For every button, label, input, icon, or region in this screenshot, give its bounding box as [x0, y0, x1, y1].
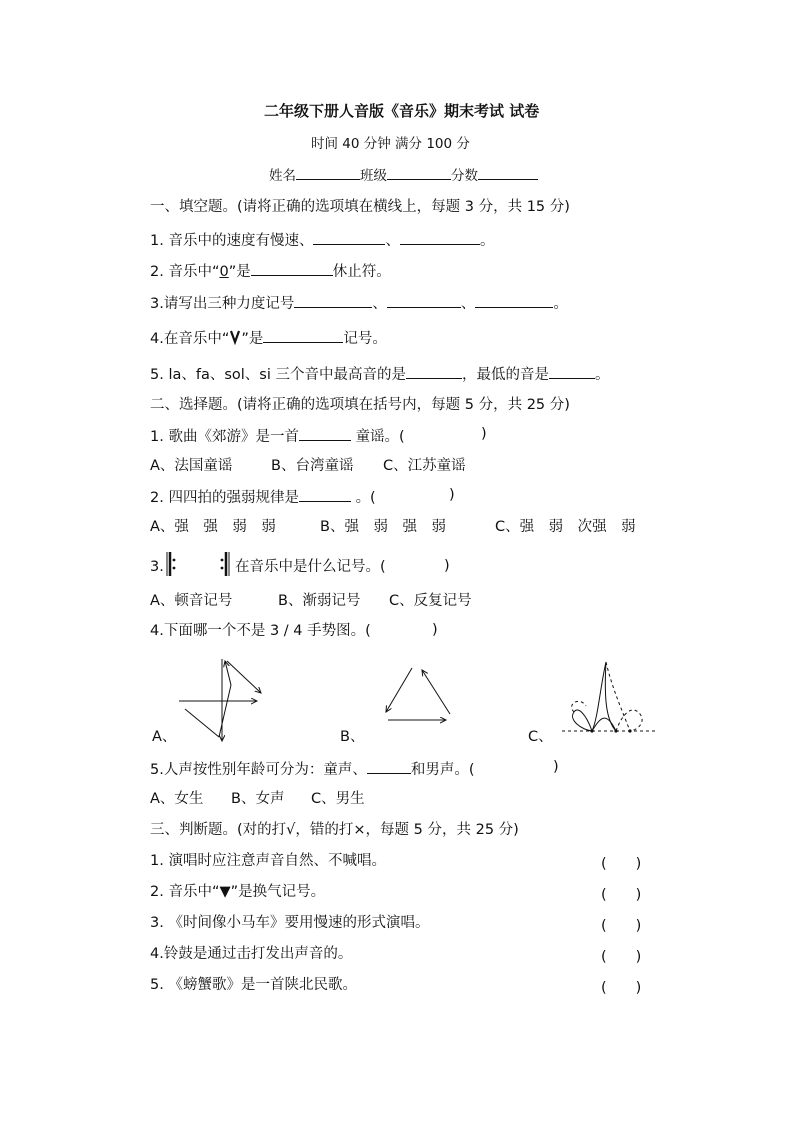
judge-answer-4[interactable]: ( ): [601, 949, 642, 965]
answer-paren-close: ): [432, 622, 438, 638]
choice-question-1: 1. 歌曲《郊游》是一首 童谣。(: [150, 426, 405, 446]
class-label: 班级: [360, 168, 387, 184]
judge-answer-2[interactable]: ( ): [601, 887, 642, 903]
answer-blank[interactable]: [294, 293, 372, 308]
judge-answer-1[interactable]: ( ): [601, 856, 642, 872]
score-label: 分数: [451, 168, 478, 184]
conducting-diagram-a[interactable]: [175, 655, 270, 745]
choice-question-2: 2. 四四拍的强弱规律是 。(: [150, 487, 376, 507]
conducting-diagram-c[interactable]: [560, 658, 660, 736]
answer-blank[interactable]: [406, 364, 462, 379]
fill-question-4: 4.在音乐中“ ”是 记号。: [150, 328, 387, 348]
section1-heading: 一、填空题。(请将正确的选项填在横线上，每题 3 分，共 15 分): [150, 199, 570, 215]
q4-option-c-label[interactable]: C、: [528, 729, 553, 745]
page-title: 二年级下册人音版《音乐》期末考试 试卷: [264, 102, 540, 120]
judge-item-5: 5. 《螃蟹歌》是一首陕北民歌。: [150, 977, 357, 993]
section2-heading: 二、选择题。(请将正确的选项填在括号内，每题 5 分，共 25 分): [150, 397, 570, 413]
judge-item-2: 2. 音乐中“▼”是换气记号。: [150, 884, 326, 900]
answer-blank[interactable]: [299, 487, 351, 502]
choice-question-3-text: 在音乐中是什么记号。(: [235, 559, 386, 575]
answer-paren-close: ): [449, 487, 455, 503]
q4-option-a-label[interactable]: A、: [152, 729, 177, 745]
fill-question-1: 1. 音乐中的速度有慢速、 、 。: [150, 230, 494, 250]
choice-question-5: 5.人声按性别年龄可分为：童声、 和男声。(: [150, 759, 475, 779]
judge-answer-3[interactable]: ( ): [601, 918, 642, 934]
answer-blank[interactable]: [251, 261, 333, 276]
judge-item-1: 1. 演唱时应注意声音自然、不喊唱。: [150, 853, 386, 869]
q5-option-a[interactable]: A、女生: [150, 791, 204, 807]
fill-question-2: 2. 音乐中“0”是 休止符。: [150, 261, 391, 281]
rest-symbol: 0: [219, 264, 229, 280]
q5-option-c[interactable]: C、男生: [311, 791, 365, 807]
fill-question-3: 3.请写出三种力度记号 、 、 。: [150, 293, 568, 313]
answer-paren-close: ): [481, 426, 487, 442]
answer-blank[interactable]: [313, 230, 385, 245]
section3-heading: 三、判断题。(对的打√，错的打×，每题 5 分，共 25 分): [150, 822, 519, 838]
answer-blank[interactable]: [549, 364, 595, 379]
judge-item-3: 3. 《时间像小马车》要用慢速的形式演唱。: [150, 915, 430, 931]
answer-paren-close: ): [444, 558, 450, 574]
answer-blank[interactable]: [475, 293, 553, 308]
q4-option-b-label[interactable]: B、: [340, 729, 365, 745]
answer-blank[interactable]: [299, 426, 351, 441]
name-blank[interactable]: [296, 165, 360, 180]
fill-question-5: 5. la、fa、sol、si 三个音中最高音的是 ，最低的音是 。: [150, 364, 610, 384]
q3-option-c[interactable]: C、反复记号: [389, 593, 472, 609]
name-label: 姓名: [269, 168, 296, 184]
q2-option-a[interactable]: A、强 强 弱 弱: [150, 519, 276, 535]
q2-option-c[interactable]: C、强 弱 次强 弱: [495, 519, 636, 535]
q1-option-b[interactable]: B、台湾童谣: [271, 458, 354, 474]
choice-question-3-number: 3.: [150, 559, 164, 575]
answer-blank[interactable]: [400, 230, 480, 245]
score-blank[interactable]: [478, 165, 538, 180]
accent-v-icon: [229, 330, 241, 344]
answer-blank[interactable]: [263, 328, 343, 343]
choice-question-4: 4.下面哪一个不是 3 / 4 手势图。(: [150, 623, 371, 639]
q1-option-c[interactable]: C、江苏童谣: [383, 458, 466, 474]
q3-option-b[interactable]: B、渐弱记号: [278, 593, 361, 609]
answer-paren-close: ): [553, 759, 559, 775]
answer-blank[interactable]: [367, 759, 411, 774]
judge-item-4: 4.铃鼓是通过击打发出声音的。: [150, 946, 353, 962]
q3-option-a[interactable]: A、顿音记号: [150, 593, 233, 609]
exam-info: 时间 40 分钟 满分 100 分: [311, 136, 470, 152]
student-info-line: [269, 165, 538, 185]
q2-option-b[interactable]: B、强 弱 强 弱: [320, 519, 446, 535]
class-blank[interactable]: [387, 165, 451, 180]
q5-option-b[interactable]: B、女声: [231, 791, 285, 807]
answer-blank[interactable]: [387, 293, 461, 308]
conducting-diagram-b[interactable]: [378, 660, 460, 726]
judge-answer-5[interactable]: ( ): [601, 980, 642, 996]
repeat-sign-icon: [165, 550, 235, 578]
q1-option-a[interactable]: A、法国童谣: [150, 458, 233, 474]
